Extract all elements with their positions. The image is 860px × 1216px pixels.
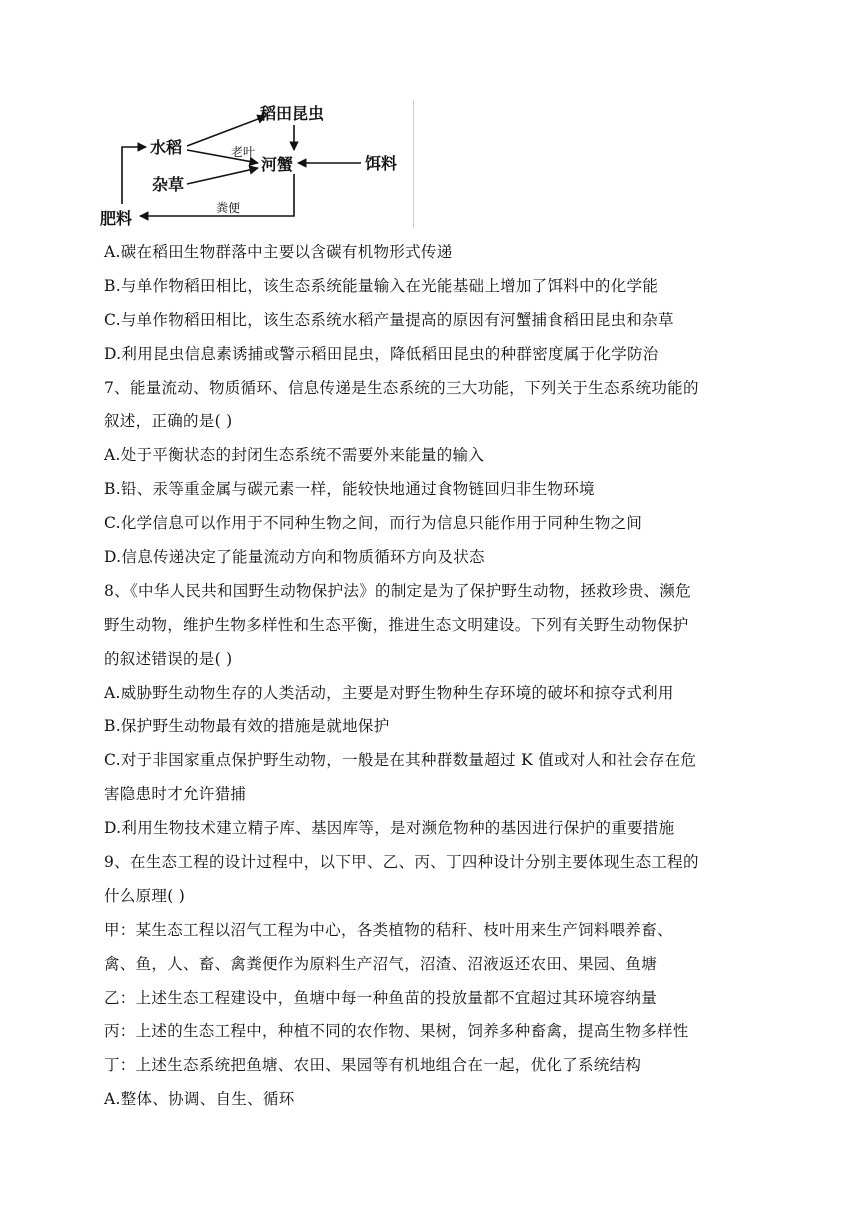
edge-label-old-leaves: 老叶	[231, 145, 256, 159]
text-line: 禽、鱼，人、畜、禽粪便作为原料生产沼气，沼渣、沼液返还农田、果园、鱼塘	[104, 954, 658, 973]
text-line: 丁：上述生态系统把鱼塘、农田、果园等有机地组合在一起，优化了系统结构	[104, 1056, 642, 1075]
text-line: 7、能量流动、物质循环、信息传递是生态系统的三大功能，下列关于生态系统功能的	[104, 378, 699, 397]
text-line: 害隐患时才允许猎捕	[104, 785, 247, 804]
text-line: A.威胁野生动物生存的人类活动，主要是对野生物种生存环境的破坏和掠夺式利用	[104, 683, 674, 702]
arrow-rice-to-insects	[187, 116, 266, 146]
text-line: 叙述，正确的是( )	[104, 412, 233, 431]
arrow-weeds-to-crab	[187, 168, 258, 184]
node-weeds: 杂草	[152, 175, 185, 194]
food-web-svg	[100, 100, 413, 228]
text-line: A.处于平衡状态的封闭生态系统不需要外来能量的输入	[104, 446, 485, 465]
node-rice: 水稻	[150, 138, 183, 157]
text-line: A.碳在稻田生物群落中主要以含碳有机物形式传递	[104, 243, 453, 261]
question-text	[104, 236, 764, 1117]
text-line: 丙：上述的生态工程中，种植不同的农作物、果树，饲养多种畜禽，提高生物多样性	[104, 1022, 689, 1041]
text-line: A.整体、协调、自生、循环	[104, 1090, 295, 1109]
text-line: D.信息传递决定了能量流动方向和物质循环方向及状态	[104, 548, 485, 567]
text-line: 野生动物，维护生物多样性和生态平衡，推进生态文明建设。下列有关野生动物保护	[104, 615, 689, 634]
node-feed: 饵料	[365, 154, 398, 173]
text-line: B.铅、汞等重金属与碳元素一样，能较快地通过食物链回归非生物环境	[104, 480, 595, 499]
text-line: 乙：上述生态工程建设中，鱼塘中每一种鱼苗的投放量都不宜超过其环境容纳量	[104, 988, 658, 1007]
text-line: B.与单作物稻田相比，该生态系统能量输入在光能基础上增加了饵料中的化学能	[104, 276, 659, 295]
text-line: 的叙述错误的是( )	[104, 649, 233, 668]
text-line: D.利用昆虫信息素诱捕或警示稻田昆虫，降低稻田昆虫的种群密度属于化学防治	[104, 344, 659, 363]
food-web-diagram	[100, 100, 414, 228]
text-line: C.化学信息可以作用于不同种生物之间，而行为信息只能作用于同种生物之间	[104, 514, 643, 533]
text-line: D.利用生物技术建立精子库、基因库等，是对濒危物种的基因进行保护的重要措施	[104, 819, 675, 838]
text-line: C.与单作物稻田相比，该生态系统水稻产量提高的原因有河蟹捕食稻田昆虫和杂草	[104, 310, 674, 329]
text-line: B.保护野生动物最有效的措施是就地保护	[104, 717, 390, 736]
text-line: 什么原理( )	[104, 886, 186, 905]
text-line: C.对于非国家重点保护野生动物，一般是在其种群数量超过 K 值或对人和社会存在危	[104, 751, 697, 770]
text-line: 9、在生态工程的设计过程中，以下甲、乙、丙、丁四种设计分别主要体现生态工程的	[104, 853, 699, 872]
node-crab: 河蟹	[261, 155, 294, 174]
node-fertilizer: 肥料	[100, 209, 133, 228]
arrow-fertilizer-to-rice	[122, 147, 146, 204]
text-line: 8、《中华人民共和国野生动物保护法》的制定是为了保护野生动物，拯救珍贵、濒危	[104, 581, 692, 600]
node-insects: 稻田昆虫	[260, 104, 325, 123]
edge-label-feces: 粪便	[216, 201, 241, 215]
text-line: 甲：某生态工程以沼气工程为中心，各类植物的秸秆、枝叶用来生产饲料喂养畜、	[104, 920, 673, 939]
